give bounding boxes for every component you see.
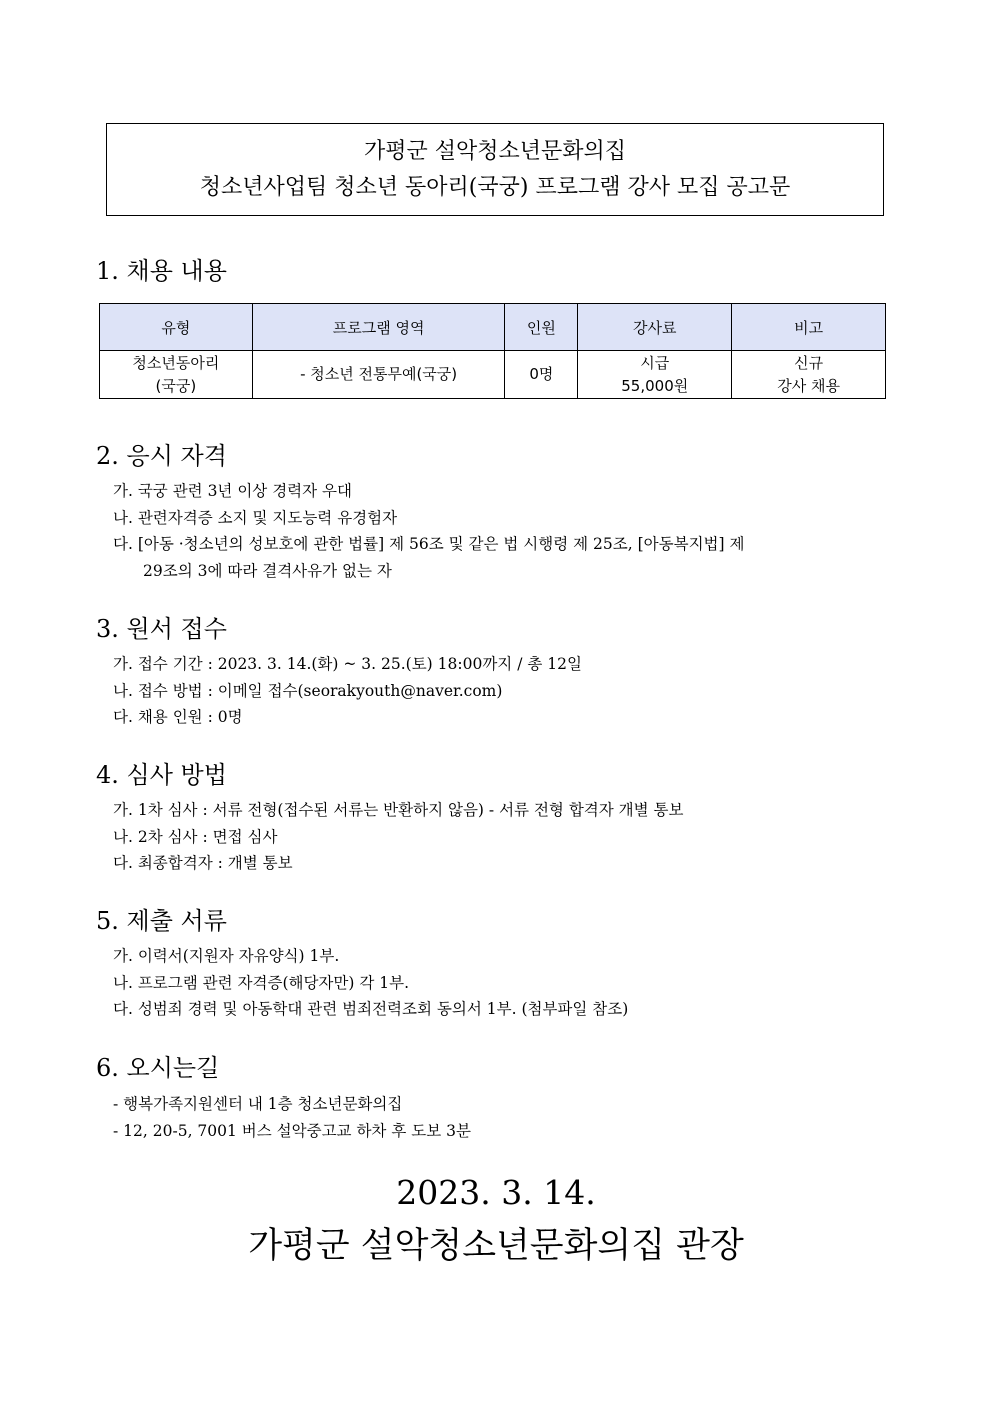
cell-fee-line-1: 시급 [640,353,670,372]
list-item: 나. 프로그램 관련 자격증(해당자만) 각 1부. [113,973,410,992]
title-line-2: 청소년사업팀 청소년 동아리(국궁) 프로그램 강사 모집 공고문 [199,175,791,200]
section-6-heading: 6. 오시는길 [96,1054,220,1082]
section-1-heading: 1. 채용 내용 [96,257,227,285]
header-program-area: 프로그램 영역 [252,304,505,351]
header-count: 인원 [505,304,578,351]
list-item: 다. 성범죄 경력 및 아동학대 관련 범죄전력조회 동의서 1부. (첨부파일 참조) [113,1000,629,1018]
section-4-list [113,797,684,877]
section-4-heading: 4. 심사 방법 [96,761,227,789]
section-5-list [113,943,628,1023]
cell-note-line-1: 신규 [794,353,824,372]
cell-fee [578,351,732,399]
table-row [100,351,886,399]
cell-note-line-2: 강사 채용 [777,376,840,395]
header-type: 유형 [100,304,253,351]
title-line-1: 가평군 설악청소년문화의집 [363,139,627,164]
list-item: 가. 접수 기간 : 2023. 3. 14.(화) ~ 3. 25.(토) 18:00까지 / 총 12일 [113,655,582,673]
list-item: 가. 이력서(지원자 자유양식) 1부. [113,947,340,965]
list-item: - 12, 20-5, 7001 버스 설악중고교 하차 후 도보 3분 [113,1121,471,1140]
list-item: 가. 국궁 관련 3년 이상 경력자 우대 [113,482,353,500]
list-item: 다. [아동 ·청소년의 성보호에 관한 법률] 제 56조 및 같은 법 시행령 제 25조, [아동복지법] 제 [113,535,745,553]
cell-count: 0명 [505,351,578,399]
header-note: 비고 [732,304,886,351]
cell-note [732,351,886,399]
cell-area: - 청소년 전통무예(국궁) [252,351,505,399]
section-3-list [113,651,582,731]
table-header-row [100,304,886,351]
list-item: 나. 관련자격증 소지 및 지도능력 유경험자 [113,508,398,527]
header-fee: 강사료 [578,304,732,351]
section-2-list [113,478,744,584]
recruit-table [99,303,886,399]
section-2-heading: 2. 응시 자격 [96,442,227,470]
list-item: 다. 최종합격자 : 개별 통보 [113,854,293,872]
section-6-list [113,1091,471,1144]
list-item: 다. 채용 인원 : 0명 [113,708,243,726]
cell-type-line-2: (국궁) [155,376,197,395]
list-item-continuation: 29조의 3에 따라 결격사유가 없는 자 [143,561,392,580]
cell-type-line-1: 청소년동아리 [132,353,220,372]
cell-fee-line-2: 55,000원 [621,376,689,395]
list-item: 가. 1차 심사 : 서류 전형(접수된 서류는 반환하지 않음) - 서류 전형 합격자 개별 통보 [113,801,684,819]
title-box [106,123,884,216]
list-item: 나. 2차 심사 : 면접 심사 [113,827,278,846]
section-5-heading: 5. 제출 서류 [96,907,227,935]
issuer-signature: 가평군 설악청소년문화의집 관장 [248,1226,744,1266]
section-3-heading: 3. 원서 접수 [96,615,227,643]
list-item: 나. 접수 방법 : 이메일 접수(seorakyouth@naver.com) [113,681,503,700]
list-item: - 행복가족지원센터 내 1층 청소년문화의집 [113,1095,403,1113]
cell-type [100,351,253,399]
notice-date: 2023. 3. 14. [396,1173,596,1212]
